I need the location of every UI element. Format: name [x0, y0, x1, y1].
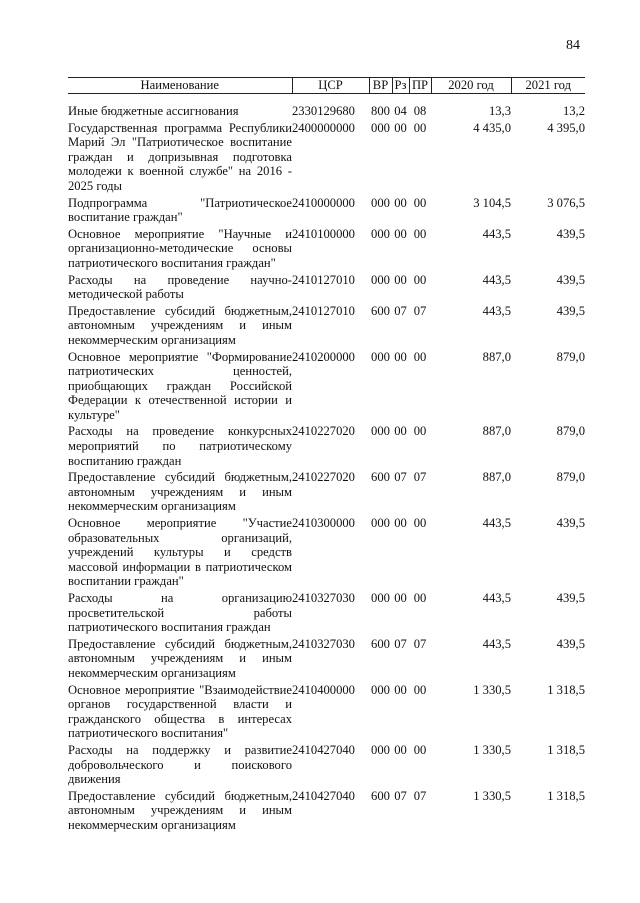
row-amount-2021: 3 076,5 [547, 195, 585, 210]
row-amount-2020: 443,5 [482, 303, 511, 318]
row-amount-2020: 887,0 [482, 349, 511, 364]
row-amount-2021: 439,5 [556, 272, 585, 287]
row-vr: 000 [371, 742, 390, 757]
header-2020: 2020 год [431, 78, 511, 94]
row-amount-2021: 439,5 [556, 516, 585, 531]
row-csr: 2410427040 [292, 788, 355, 803]
row-amount-2021: 879,0 [556, 424, 585, 439]
header-rz: Рз [392, 78, 409, 94]
row-csr: 2410227020 [292, 424, 355, 439]
row-rz: 00 [394, 226, 407, 241]
row-csr: 2410100000 [292, 226, 355, 241]
row-csr: 2410127010 [292, 303, 355, 318]
row-pr: 07 [413, 303, 427, 318]
row-amount-2021: 1 318,5 [547, 742, 585, 757]
row-amount-2020: 443,5 [482, 272, 511, 287]
row-name: Расходы на проведение научно-методической работы [68, 272, 292, 302]
row-vr: 000 [371, 682, 390, 697]
table-row [68, 635, 585, 681]
row-pr: 08 [413, 104, 427, 118]
row-amount-2020: 1 330,5 [473, 788, 511, 803]
row-vr: 600 [371, 470, 390, 485]
row-name: Предоставление субсидий бюджетным, автономным учреждениям и иным некоммерческим организациям [68, 470, 292, 514]
row-vr: 000 [371, 272, 390, 287]
row-amount-2020: 443,5 [482, 591, 511, 605]
header-csr: ЦСР [292, 78, 369, 94]
row-amount-2020: 1 330,5 [473, 742, 511, 757]
row-amount-2021: 439,5 [556, 636, 585, 651]
row-vr: 000 [371, 349, 390, 364]
row-rz: 00 [394, 272, 407, 287]
row-amount-2021: 1 318,5 [547, 788, 585, 803]
table-row [68, 94, 585, 119]
row-vr: 000 [371, 424, 390, 439]
row-csr: 2410327030 [292, 591, 355, 605]
row-amount-2020: 1 330,5 [473, 682, 511, 697]
row-rz: 07 [394, 636, 407, 651]
row-amount-2020: 887,0 [482, 470, 511, 485]
row-vr: 000 [371, 516, 390, 531]
row-pr: 00 [413, 591, 427, 605]
row-pr: 00 [413, 226, 427, 241]
row-rz: 00 [394, 591, 407, 605]
row-name: Предоставление субсидий бюджетным, автономным учреждениям и иным некоммерческим организациям [68, 636, 292, 680]
row-amount-2020: 443,5 [482, 636, 511, 651]
row-amount-2020: 443,5 [482, 226, 511, 241]
row-pr: 00 [413, 349, 427, 364]
table-row [68, 787, 585, 833]
row-name: Основное мероприятие "Научные и организационно-методические основы патриотического воспитания граждан" [68, 226, 292, 270]
row-pr: 00 [413, 742, 427, 757]
row-csr: 2330129680 [292, 104, 355, 118]
row-pr: 07 [413, 636, 427, 651]
row-amount-2021: 439,5 [556, 303, 585, 318]
row-name: Расходы на проведение конкурсных мероприятий по патриотическому воспитанию граждан [68, 424, 292, 468]
row-amount-2021: 13,2 [562, 104, 585, 118]
row-rz: 00 [394, 516, 407, 531]
row-name: Расходы на организацию просветительской работы патриотического воспитания граждан [68, 591, 292, 635]
row-amount-2020: 887,0 [482, 424, 511, 439]
row-csr: 2410200000 [292, 349, 355, 364]
table-row [68, 348, 585, 423]
table-row [68, 119, 585, 194]
row-amount-2021: 439,5 [556, 591, 585, 605]
page-number: 84 [566, 38, 580, 53]
table-row [68, 514, 585, 589]
table-row [68, 589, 585, 635]
row-vr: 000 [371, 226, 390, 241]
row-name: Предоставление субсидий бюджетным, автономным учреждениям и иным некоммерческим организациям [68, 788, 292, 832]
row-vr: 000 [371, 591, 390, 605]
row-pr: 00 [413, 516, 427, 531]
table-row [68, 271, 585, 302]
row-pr: 00 [413, 682, 427, 697]
row-amount-2021: 879,0 [556, 349, 585, 364]
row-rz: 00 [394, 120, 407, 135]
table-header-row [68, 78, 585, 94]
header-pr: ПР [409, 78, 431, 94]
table-row [68, 681, 585, 741]
row-amount-2020: 13,3 [488, 104, 511, 118]
row-rz: 07 [394, 303, 407, 318]
row-vr: 600 [371, 788, 390, 803]
row-name: Основное мероприятие "Формирование патриотических ценностей, приобщающих граждан Российской Федерации к отечественной истории и культуре" [68, 349, 292, 422]
row-amount-2021: 879,0 [556, 470, 585, 485]
table-row [68, 194, 585, 225]
row-vr: 600 [371, 303, 390, 318]
row-pr: 00 [413, 195, 427, 210]
row-pr: 07 [413, 788, 427, 803]
row-pr: 00 [413, 424, 427, 439]
row-csr: 2410227020 [292, 470, 355, 485]
table-row [68, 302, 585, 348]
row-rz: 04 [394, 104, 407, 118]
table-row [68, 225, 585, 271]
row-vr: 800 [371, 104, 390, 118]
row-csr: 2410000000 [292, 195, 355, 210]
row-amount-2020: 3 104,5 [473, 195, 511, 210]
table-row [68, 741, 585, 787]
row-csr: 2410300000 [292, 516, 355, 531]
row-amount-2021: 439,5 [556, 226, 585, 241]
row-rz: 00 [394, 742, 407, 757]
row-pr: 00 [413, 272, 427, 287]
row-amount-2021: 4 395,0 [547, 120, 585, 135]
table-row [68, 468, 585, 514]
row-csr: 2410400000 [292, 682, 355, 697]
row-rz: 00 [394, 195, 407, 210]
row-name: Иные бюджетные ассигнования [68, 104, 239, 118]
table-row [68, 422, 585, 468]
header-2021: 2021 год [511, 78, 585, 94]
row-name: Основное мероприятие "Участие образовательных организаций, учреждений культуры и средств массовой информации в патриотическом воспитании граждан" [68, 516, 292, 589]
row-amount-2020: 443,5 [482, 516, 511, 531]
header-name: Наименование [68, 78, 292, 94]
row-rz: 07 [394, 788, 407, 803]
row-rz: 00 [394, 349, 407, 364]
budget-table [68, 77, 585, 833]
row-pr: 00 [413, 120, 427, 135]
row-name: Расходы на поддержку и развитие добровольческого и поискового движения [68, 742, 292, 787]
row-csr: 2400000000 [292, 120, 355, 135]
header-vr: ВР [369, 78, 392, 94]
row-csr: 2410427040 [292, 742, 355, 757]
row-name: Предоставление субсидий бюджетным, автономным учреждениям и иным некоммерческим организациям [68, 303, 292, 347]
row-rz: 00 [394, 682, 407, 697]
row-csr: 2410127010 [292, 272, 355, 287]
row-name: Государственная программа Республики Марий Эл "Патриотическое воспитание граждан и допризывная подготовка молодежи к военной службе" на 2016 - 2025 годы [68, 120, 292, 193]
row-csr: 2410327030 [292, 636, 355, 651]
row-name: Основное мероприятие "Взаимодействие органов государственной власти и гражданского общества в интересах патриотического воспитания" [68, 682, 292, 741]
row-rz: 07 [394, 470, 407, 485]
row-vr: 000 [371, 120, 390, 135]
row-name: Подпрограмма "Патриотическое воспитание граждан" [68, 195, 292, 225]
row-vr: 600 [371, 636, 390, 651]
row-pr: 07 [413, 470, 427, 485]
row-vr: 000 [371, 195, 390, 210]
row-amount-2020: 4 435,0 [473, 120, 511, 135]
row-amount-2021: 1 318,5 [547, 682, 585, 697]
row-rz: 00 [394, 424, 407, 439]
